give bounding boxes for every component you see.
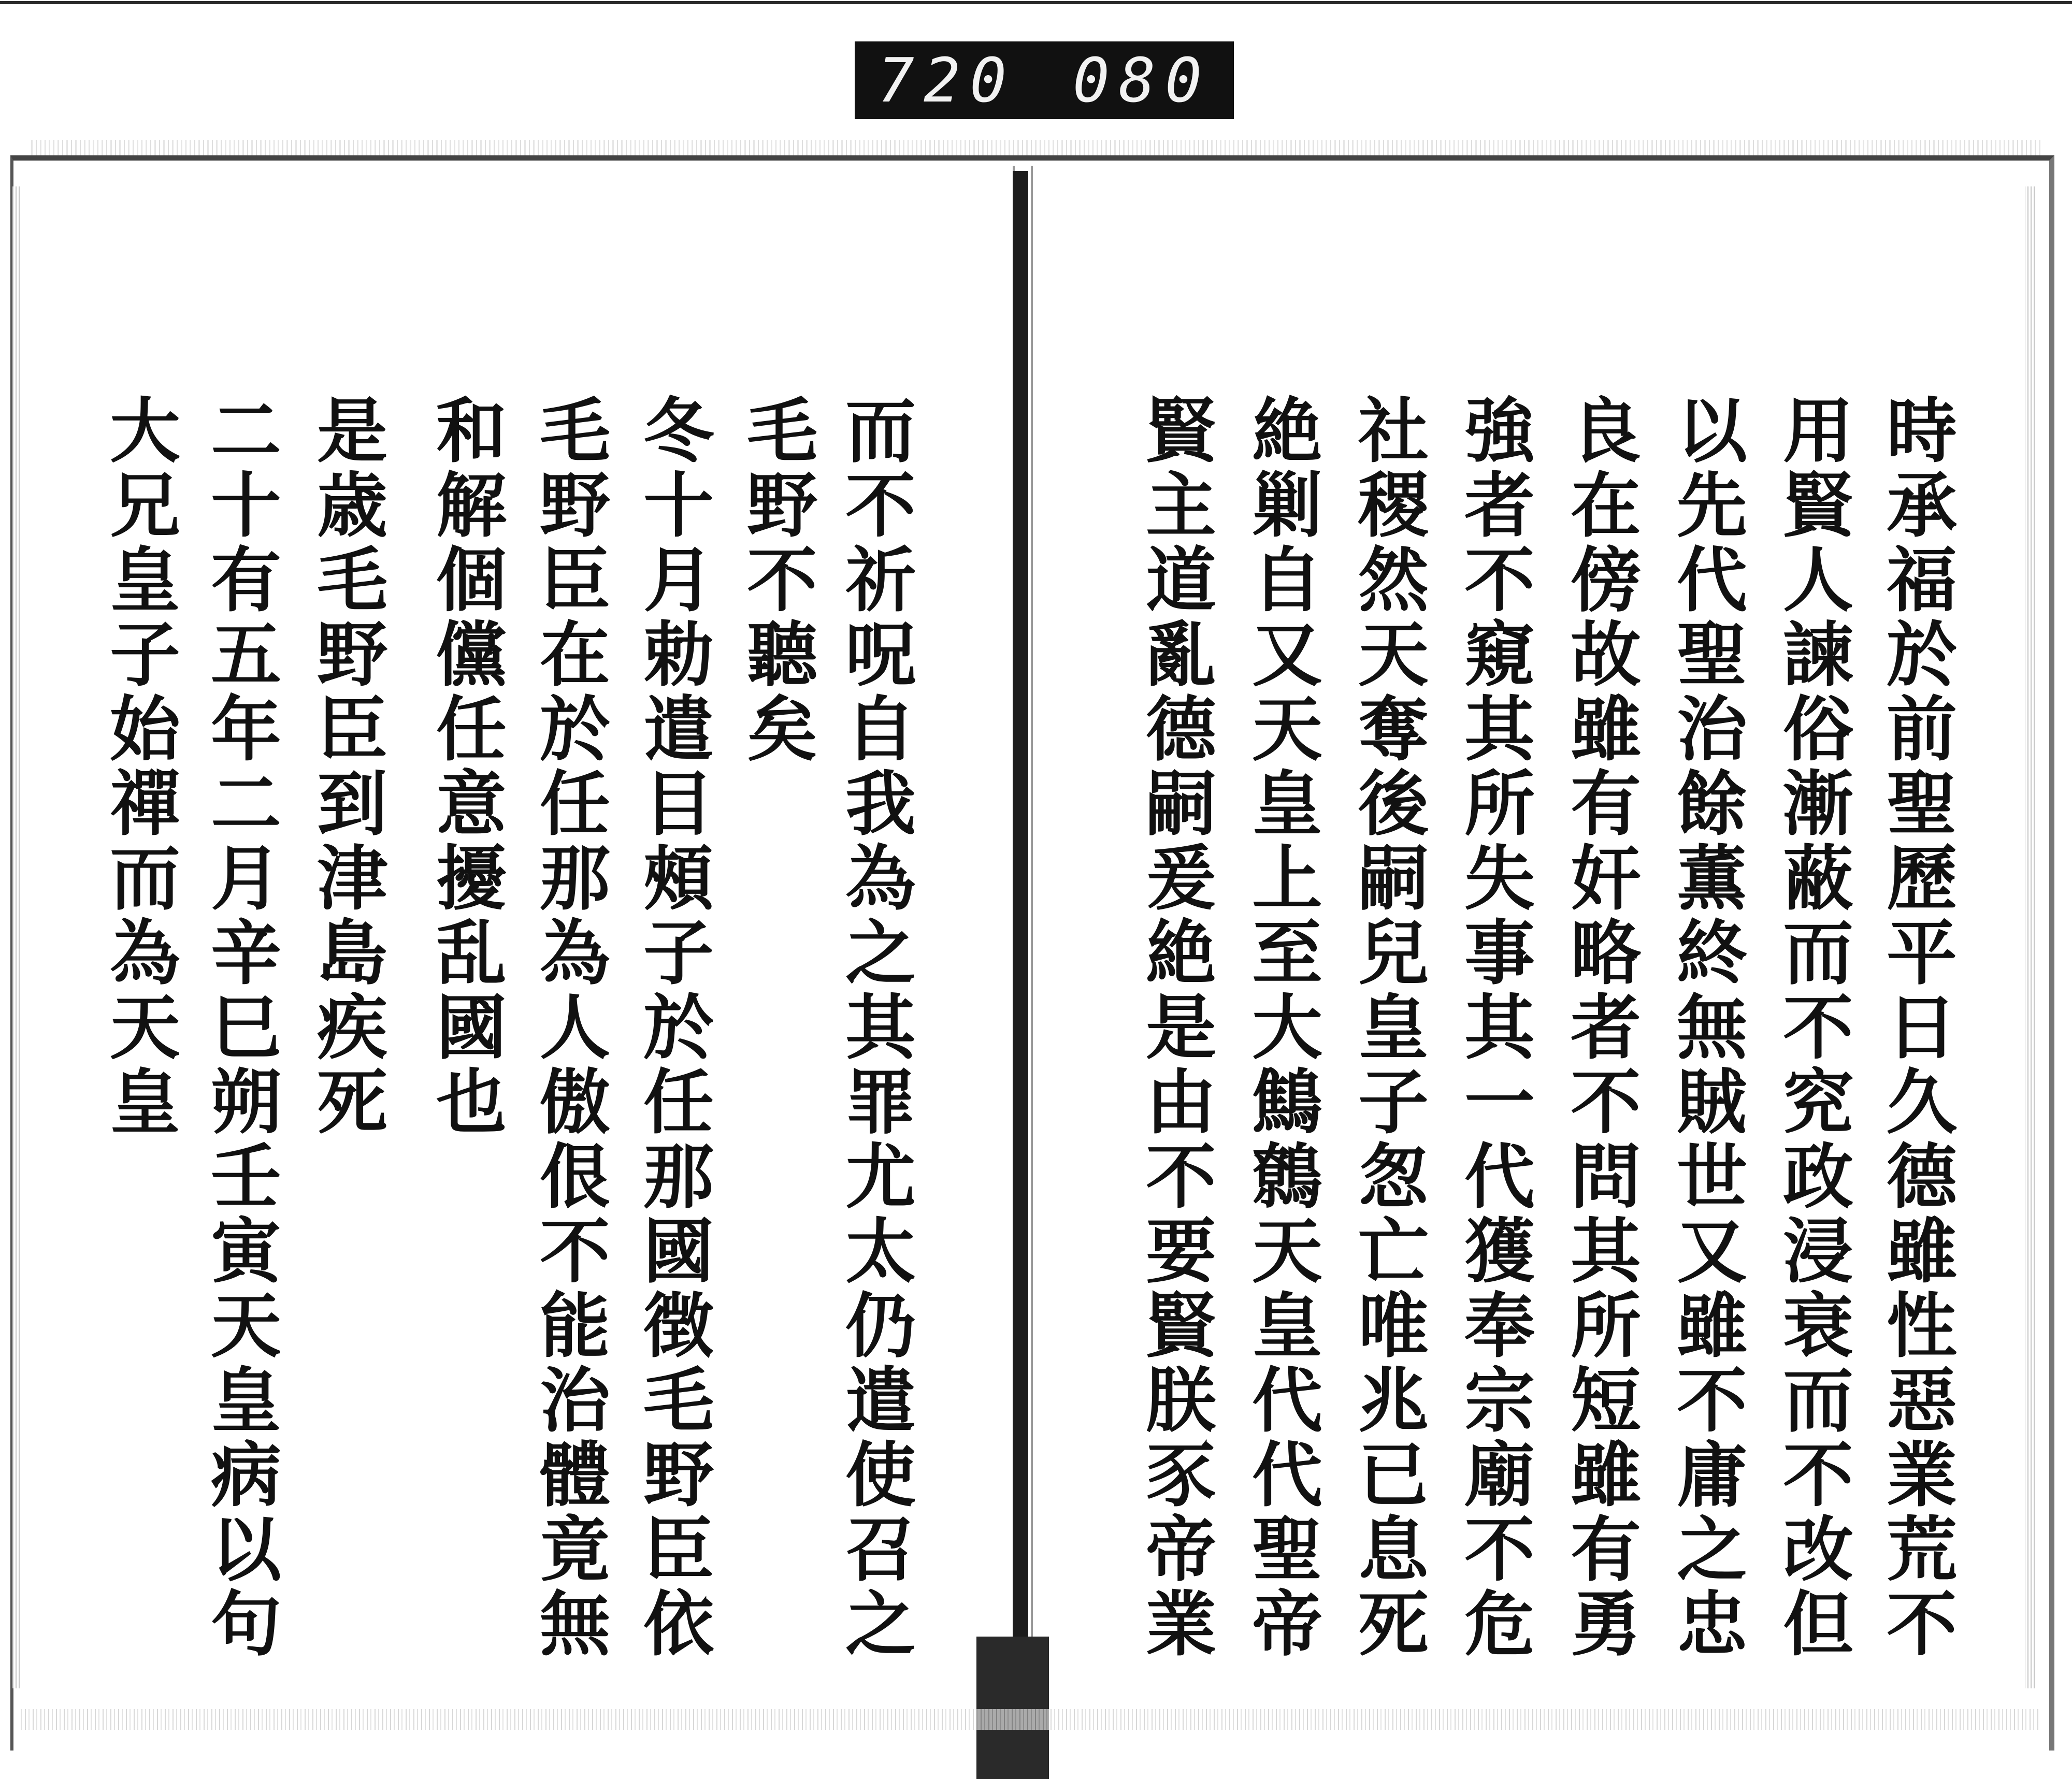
left-col-5: 和解個儻任意擾乱國也 bbox=[424, 394, 507, 1139]
right-col-2: 用賢人諫俗漸蔽而不䆓政浸衰而不改但 bbox=[1771, 394, 1853, 1661]
left-col-1: 而不祈呪自我為之其罪尤太仍遣使召之 bbox=[833, 394, 916, 1661]
left-col-2: 毛野不聽矣 bbox=[735, 394, 817, 766]
right-col-7: 絶剿自又天皇上至大鷦鷯天皇代代聖帝 bbox=[1240, 394, 1322, 1661]
top-border bbox=[0, 1, 2072, 4]
right-col-8: 賢主道亂德嗣爰絶是由不要賢朕豕帝業 bbox=[1133, 394, 1216, 1661]
binding-clip bbox=[976, 1637, 1049, 1779]
page-bottom-edge bbox=[21, 1709, 2041, 1730]
frame-number-left: 720 bbox=[877, 45, 1016, 116]
book-gutter bbox=[1013, 171, 1028, 1647]
right-col-4: 良在傍故雖有奸略者不問其所短雖有勇 bbox=[1558, 394, 1641, 1661]
right-col-3: 以先代聖治餘薫終無賊世又雖不庸之忠 bbox=[1664, 394, 1747, 1661]
left-col-7: 二十有五年二月辛巳朔壬寅天皇病以句 bbox=[198, 394, 281, 1661]
frame-number-right: 080 bbox=[1072, 45, 1211, 116]
left-col-4: 毛野臣在於任那為人傲佷不能治體竟無 bbox=[527, 394, 610, 1661]
left-col-3: 冬十月勅遣目頰子於任那國徴毛野臣依 bbox=[631, 394, 714, 1661]
right-col-5: 強者不窺其所失事其一代獲奉宗廟不危 bbox=[1452, 394, 1535, 1661]
right-col-1: 時承福於前聖歷平日久德雖性惡業荒不 bbox=[1874, 394, 1957, 1661]
right-col-6: 社稷然天奪後嗣兒皇子怱亡唯兆已息死 bbox=[1346, 394, 1429, 1661]
left-col-8: 大兄皇子始禪而為天皇 bbox=[97, 394, 180, 1139]
microfilm-frame-label bbox=[855, 41, 1234, 119]
left-col-6: 是歳毛野臣到津島疾死 bbox=[305, 394, 387, 1139]
